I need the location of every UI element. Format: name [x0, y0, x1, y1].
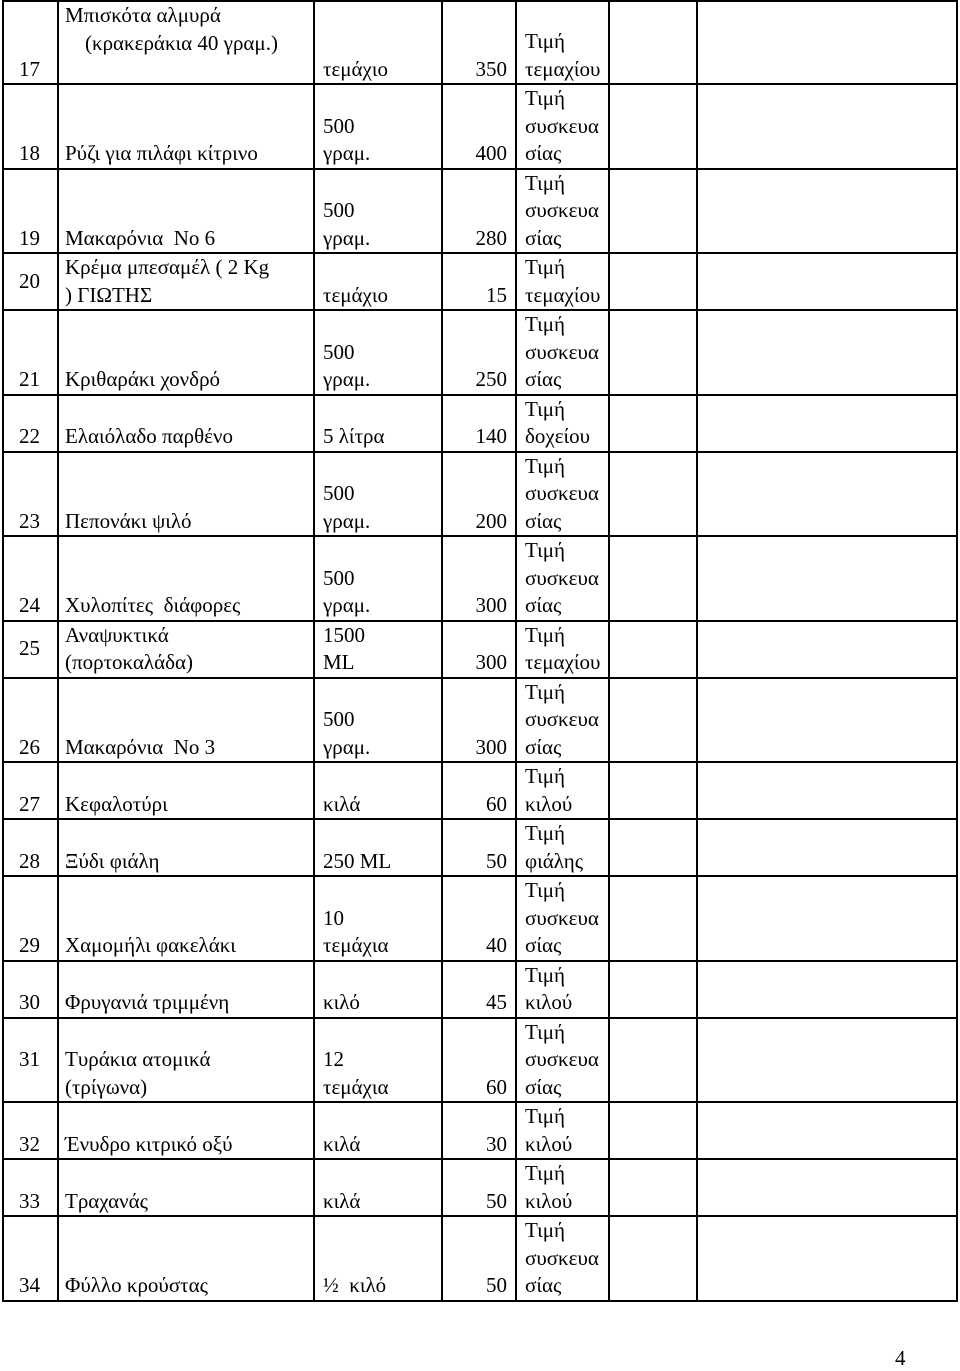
- item-unit: [314, 1, 442, 84]
- unit-line: γραμ.: [323, 508, 371, 533]
- name-line: Τραχανάς: [65, 1188, 148, 1213]
- price-cell: [609, 395, 697, 452]
- table-row: [3, 169, 957, 254]
- price-line: σίας: [525, 1074, 562, 1099]
- total-cell: [697, 310, 957, 395]
- total-cell: [697, 876, 957, 961]
- price-line: σίας: [525, 508, 562, 533]
- price-line: Τιμή: [525, 764, 565, 788]
- price-line: σίας: [525, 593, 562, 617]
- row-number: 26: [3, 678, 58, 763]
- item-unit: [314, 169, 442, 254]
- item-quantity: 200: [442, 452, 516, 537]
- row-number: 24: [3, 536, 58, 621]
- row-number: 30: [3, 961, 58, 1018]
- price-basis: [516, 762, 609, 819]
- price-line: σίας: [525, 225, 562, 250]
- price-cell: [609, 310, 697, 395]
- item-quantity: 300: [442, 536, 516, 621]
- price-cell: [609, 84, 697, 169]
- items-table: [2, 0, 958, 1302]
- price-line: Τιμή: [525, 878, 565, 902]
- table-row: [3, 678, 957, 763]
- price-line: Τιμή: [525, 312, 565, 336]
- item-name: [58, 253, 314, 310]
- table-row: [3, 1018, 957, 1103]
- price-basis: [516, 395, 609, 452]
- name-line: Κριθαράκι χονδρό: [65, 367, 221, 391]
- item-quantity: 140: [442, 395, 516, 452]
- total-cell: [697, 1018, 957, 1103]
- item-unit: [314, 536, 442, 621]
- item-name: [58, 678, 314, 763]
- price-line: Τιμή: [525, 1218, 565, 1242]
- price-line: συσκευα: [525, 113, 599, 138]
- name-line: Φρυγανιά τριμμένη: [65, 990, 230, 1014]
- item-name: [58, 1018, 314, 1103]
- table-row: [3, 452, 957, 537]
- price-line: σίας: [525, 141, 562, 165]
- name-line: Πεπονάκι ψιλό: [65, 508, 192, 533]
- item-name: [58, 310, 314, 395]
- page-number: 4: [895, 1346, 906, 1370]
- table-row: [3, 253, 957, 310]
- item-quantity: 45: [442, 961, 516, 1018]
- price-line: Τιμή: [525, 962, 565, 987]
- name-line: ) ΓΙΩΤΗΣ: [65, 282, 153, 307]
- price-line: σίας: [525, 1273, 562, 1297]
- price-cell: [609, 819, 697, 876]
- total-cell: [697, 762, 957, 819]
- table-row: [3, 1216, 957, 1301]
- row-number: 22: [3, 395, 58, 452]
- item-unit: [314, 1159, 442, 1216]
- name-line: (πορτοκαλάδα): [65, 650, 193, 674]
- unit-line: τεμάχια: [323, 933, 389, 957]
- price-cell: [609, 253, 697, 310]
- item-quantity: 50: [442, 819, 516, 876]
- price-line: συσκευα: [525, 565, 599, 590]
- name-line: Μακαρόνια Νο 3: [65, 734, 216, 759]
- price-cell: [609, 1102, 697, 1159]
- price-line: Τιμή: [525, 622, 565, 647]
- price-line: συσκευα: [525, 707, 599, 731]
- price-cell: [609, 1, 697, 84]
- unit-line: 5 λίτρα: [323, 424, 385, 448]
- price-basis: [516, 1, 609, 84]
- name-line: Ελαιόλαδο παρθένο: [65, 424, 233, 448]
- item-quantity: 400: [442, 84, 516, 169]
- total-cell: [697, 1, 957, 84]
- item-quantity: 300: [442, 621, 516, 678]
- price-basis: [516, 1018, 609, 1103]
- item-quantity: 50: [442, 1159, 516, 1216]
- price-line: φιάλης: [525, 848, 584, 873]
- price-line: Τιμή: [525, 86, 565, 110]
- item-quantity: 250: [442, 310, 516, 395]
- unit-line: κιλό: [323, 990, 360, 1014]
- table-row: [3, 84, 957, 169]
- price-line: Τιμή: [525, 821, 565, 845]
- price-basis: [516, 1159, 609, 1216]
- price-line: σίας: [525, 734, 562, 759]
- item-name: [58, 1216, 314, 1301]
- price-basis: [516, 452, 609, 537]
- item-name: [58, 819, 314, 876]
- item-unit: [314, 678, 442, 763]
- table-row: [3, 621, 957, 678]
- name-line: Χαμομήλι φακελάκι: [65, 933, 236, 957]
- price-basis: [516, 876, 609, 961]
- name-line: Ένυδρο κιτρικό οξύ: [65, 1131, 233, 1156]
- name-line: Μακαρόνια Νο 6: [65, 225, 216, 250]
- row-number: 32: [3, 1102, 58, 1159]
- unit-line: γραμ.: [323, 593, 371, 617]
- item-unit: [314, 819, 442, 876]
- table-row: [3, 876, 957, 961]
- price-line: Τιμή: [525, 679, 565, 704]
- unit-line: 500: [323, 707, 355, 731]
- row-number: 34: [3, 1216, 58, 1301]
- item-unit: [314, 1102, 442, 1159]
- price-line: συσκευα: [525, 1245, 599, 1270]
- total-cell: [697, 1216, 957, 1301]
- item-name: [58, 536, 314, 621]
- unit-line: ½ κιλό: [323, 1273, 387, 1297]
- name-line: Φύλλο κρούστας: [65, 1273, 208, 1297]
- unit-line: γραμ.: [323, 734, 371, 759]
- price-basis: [516, 84, 609, 169]
- price-line: Τιμή: [525, 1161, 565, 1185]
- price-cell: [609, 1159, 697, 1216]
- total-cell: [697, 1159, 957, 1216]
- total-cell: [697, 678, 957, 763]
- price-cell: [609, 678, 697, 763]
- total-cell: [697, 84, 957, 169]
- price-cell: [609, 1216, 697, 1301]
- price-line: Τιμή: [525, 1104, 565, 1128]
- item-unit: [314, 310, 442, 395]
- item-unit: [314, 621, 442, 678]
- item-name: [58, 395, 314, 452]
- item-unit: [314, 762, 442, 819]
- name-line: Κεφαλοτύρι: [65, 791, 168, 816]
- price-basis: [516, 310, 609, 395]
- total-cell: [697, 819, 957, 876]
- price-line: συσκευα: [525, 339, 599, 364]
- unit-line: 500: [323, 565, 355, 590]
- item-quantity: 30: [442, 1102, 516, 1159]
- total-cell: [697, 536, 957, 621]
- row-number: 31: [3, 1018, 58, 1103]
- item-unit: [314, 84, 442, 169]
- price-line: Τιμή: [525, 453, 565, 478]
- price-line: τεμαχίου: [525, 650, 601, 674]
- unit-line: κιλά: [323, 1188, 361, 1213]
- total-cell: [697, 1102, 957, 1159]
- table-row: [3, 395, 957, 452]
- unit-line: 500: [323, 113, 355, 138]
- item-name: [58, 452, 314, 537]
- table-row: [3, 762, 957, 819]
- price-cell: [609, 621, 697, 678]
- name-line: Αναψυκτικά: [65, 622, 169, 647]
- unit-line: 500: [323, 339, 355, 364]
- table-row: [3, 1, 957, 84]
- price-line: σίας: [525, 367, 562, 391]
- row-number: 18: [3, 84, 58, 169]
- table-row: [3, 1102, 957, 1159]
- item-name: [58, 621, 314, 678]
- price-line: κιλού: [525, 1131, 573, 1156]
- table-row: [3, 819, 957, 876]
- unit-line: γραμ.: [323, 225, 371, 250]
- price-basis: [516, 1102, 609, 1159]
- row-number: 29: [3, 876, 58, 961]
- price-line: Τιμή: [525, 396, 565, 421]
- unit-line: κιλά: [323, 791, 361, 816]
- unit-line: τεμάχιο: [323, 56, 388, 81]
- item-name: [58, 1, 314, 84]
- item-name: [58, 169, 314, 254]
- item-unit: [314, 452, 442, 537]
- unit-line: 500: [323, 198, 355, 222]
- name-line: Ρύζι για πιλάφι κίτρινο: [65, 141, 258, 165]
- item-unit: [314, 961, 442, 1018]
- item-unit: [314, 253, 442, 310]
- price-basis: [516, 253, 609, 310]
- row-number: 17: [3, 1, 58, 84]
- row-number: 27: [3, 762, 58, 819]
- table-row: [3, 1159, 957, 1216]
- price-cell: [609, 762, 697, 819]
- price-cell: [609, 536, 697, 621]
- name-line: Μπισκότα αλμυρά: [65, 3, 221, 27]
- unit-line: τεμάχιο: [323, 282, 388, 307]
- unit-line: γραμ.: [323, 367, 371, 391]
- total-cell: [697, 253, 957, 310]
- price-basis: [516, 536, 609, 621]
- price-line: συσκευα: [525, 1047, 599, 1071]
- price-line: Τιμή: [525, 255, 565, 279]
- name-line: Κρέμα μπεσαμέλ ( 2 Kg: [65, 255, 270, 279]
- price-cell: [609, 169, 697, 254]
- price-basis: [516, 169, 609, 254]
- row-number: 19: [3, 169, 58, 254]
- total-cell: [697, 395, 957, 452]
- table-row: [3, 961, 957, 1018]
- price-line: σίας: [525, 933, 562, 957]
- price-line: τεμαχίου: [525, 56, 601, 81]
- price-line: Τιμή: [525, 1019, 565, 1044]
- item-quantity: 60: [442, 762, 516, 819]
- table-row: [3, 310, 957, 395]
- price-cell: [609, 452, 697, 537]
- item-name: [58, 961, 314, 1018]
- price-line: δοχείου: [525, 424, 591, 448]
- price-line: κιλού: [525, 791, 573, 816]
- price-cell: [609, 1018, 697, 1103]
- item-unit: [314, 1018, 442, 1103]
- unit-line: γραμ.: [323, 141, 371, 165]
- name-line: Τυράκια ατομικά: [65, 1047, 211, 1071]
- table-row: [3, 536, 957, 621]
- price-basis: [516, 961, 609, 1018]
- price-cell: [609, 876, 697, 961]
- price-line: τεμαχίου: [525, 282, 601, 307]
- item-quantity: 300: [442, 678, 516, 763]
- unit-line: 250 ML: [323, 848, 392, 873]
- price-line: Τιμή: [525, 170, 565, 195]
- item-unit: [314, 876, 442, 961]
- row-number: 23: [3, 452, 58, 537]
- price-basis: [516, 678, 609, 763]
- item-name: [58, 1159, 314, 1216]
- item-quantity: 15: [442, 253, 516, 310]
- item-name: [58, 762, 314, 819]
- unit-line: ML: [323, 650, 355, 674]
- total-cell: [697, 452, 957, 537]
- unit-line: 10: [323, 905, 344, 930]
- name-line: (κρακεράκια 40 γραμ.): [85, 30, 278, 55]
- price-line: Τιμή: [525, 29, 565, 53]
- item-quantity: 60: [442, 1018, 516, 1103]
- price-line: συσκευα: [525, 905, 599, 930]
- price-line: συσκευα: [525, 198, 599, 222]
- item-quantity: 40: [442, 876, 516, 961]
- unit-line: 12: [323, 1047, 344, 1071]
- items-table-body: [3, 1, 957, 1301]
- total-cell: [697, 169, 957, 254]
- name-line: (τρίγωνα): [65, 1074, 148, 1099]
- total-cell: [697, 621, 957, 678]
- unit-line: 500: [323, 481, 355, 505]
- row-number: 20: [3, 253, 58, 310]
- unit-line: 1500: [323, 622, 365, 647]
- row-number: 28: [3, 819, 58, 876]
- price-line: συσκευα: [525, 481, 599, 505]
- price-line: Τιμή: [525, 538, 565, 562]
- price-basis: [516, 819, 609, 876]
- price-basis: [516, 1216, 609, 1301]
- item-quantity: 50: [442, 1216, 516, 1301]
- item-unit: [314, 1216, 442, 1301]
- row-number: 21: [3, 310, 58, 395]
- name-line: Χυλοπίτες διάφορες: [65, 593, 241, 617]
- item-name: [58, 1102, 314, 1159]
- name-line: Ξύδι φιάλη: [65, 848, 160, 873]
- unit-line: τεμάχια: [323, 1074, 389, 1099]
- price-line: κιλού: [525, 1188, 573, 1213]
- item-quantity: 280: [442, 169, 516, 254]
- item-name: [58, 84, 314, 169]
- item-unit: [314, 395, 442, 452]
- price-basis: [516, 621, 609, 678]
- row-number: 33: [3, 1159, 58, 1216]
- item-quantity: 350: [442, 1, 516, 84]
- row-number: 25: [3, 621, 58, 678]
- price-line: κιλού: [525, 990, 573, 1014]
- total-cell: [697, 961, 957, 1018]
- unit-line: κιλά: [323, 1131, 361, 1156]
- price-cell: [609, 961, 697, 1018]
- item-name: [58, 876, 314, 961]
